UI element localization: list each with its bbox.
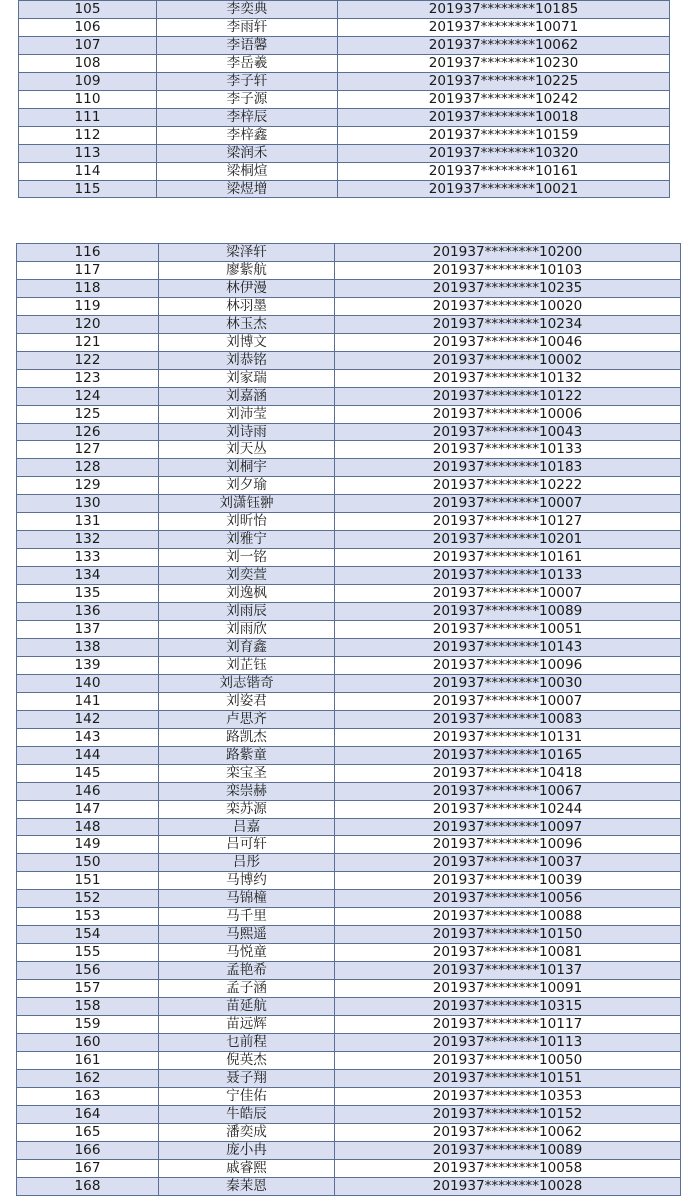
table-row xyxy=(17,746,681,764)
student-id-cell: 201937********10089 xyxy=(335,603,681,621)
student-id-cell: 201937********10083 xyxy=(335,710,681,728)
student-name-cell: 刘芷钰 xyxy=(159,656,335,674)
row-number-cell: 108 xyxy=(19,54,157,72)
row-number-cell: 157 xyxy=(17,980,159,998)
row-number-cell: 168 xyxy=(17,1177,159,1195)
row-number-cell: 143 xyxy=(17,728,159,746)
student-name-cell: 孟子涵 xyxy=(159,980,335,998)
roster-table-upper-body xyxy=(19,1,670,198)
table-row xyxy=(17,244,681,262)
row-number-cell: 115 xyxy=(19,180,157,198)
table-row xyxy=(17,405,681,423)
row-number-cell: 146 xyxy=(17,782,159,800)
student-name-cell: 马熙遥 xyxy=(159,926,335,944)
table-row xyxy=(17,1141,681,1159)
row-number-cell: 118 xyxy=(17,279,159,297)
student-id-cell: 201937********10006 xyxy=(335,405,681,423)
student-name-cell: 李梓辰 xyxy=(157,108,338,126)
student-name-cell: 李雨轩 xyxy=(157,18,338,36)
student-name-cell: 倪英杰 xyxy=(159,1051,335,1069)
table-row xyxy=(17,638,681,656)
student-name-cell: 李梓鑫 xyxy=(157,126,338,144)
student-name-cell: 刘天丛 xyxy=(159,441,335,459)
student-id-cell: 201937********10133 xyxy=(335,567,681,585)
student-id-cell: 201937********10088 xyxy=(335,908,681,926)
table-row xyxy=(17,710,681,728)
student-name-cell: 梁桐煊 xyxy=(157,162,338,180)
student-name-cell: 李子源 xyxy=(157,90,338,108)
student-name-cell: 刘一铭 xyxy=(159,549,335,567)
student-id-cell: 201937********10235 xyxy=(335,279,681,297)
row-number-cell: 120 xyxy=(17,315,159,333)
student-id-cell: 201937********10122 xyxy=(335,387,681,405)
student-id-cell: 201937********10143 xyxy=(335,638,681,656)
table-row xyxy=(17,962,681,980)
table-row xyxy=(19,144,670,162)
table-row xyxy=(17,818,681,836)
table-row xyxy=(17,1033,681,1051)
student-id-cell: 201937********10058 xyxy=(335,1159,681,1177)
student-name-cell: 刘桐宇 xyxy=(159,459,335,477)
row-number-cell: 126 xyxy=(17,423,159,441)
student-name-cell: 牛皓辰 xyxy=(159,1105,335,1123)
student-name-cell: 吕彤 xyxy=(159,854,335,872)
row-number-cell: 150 xyxy=(17,854,159,872)
student-id-cell: 201937********10096 xyxy=(335,656,681,674)
row-number-cell: 124 xyxy=(17,387,159,405)
student-name-cell: 潘奕成 xyxy=(159,1123,335,1141)
student-name-cell: 刘嘉涵 xyxy=(159,387,335,405)
table-row xyxy=(17,531,681,549)
table-row xyxy=(19,1,670,19)
row-number-cell: 109 xyxy=(19,72,157,90)
student-name-cell: 聂子翔 xyxy=(159,1069,335,1087)
row-number-cell: 154 xyxy=(17,926,159,944)
table-row xyxy=(19,90,670,108)
row-number-cell: 148 xyxy=(17,818,159,836)
student-id-cell: 201937********10159 xyxy=(338,126,670,144)
student-id-cell: 201937********10183 xyxy=(335,459,681,477)
row-number-cell: 134 xyxy=(17,567,159,585)
student-name-cell: 马锦橦 xyxy=(159,890,335,908)
row-number-cell: 110 xyxy=(19,90,157,108)
student-name-cell: 李语馨 xyxy=(157,36,338,54)
table-row xyxy=(17,1087,681,1105)
table-row xyxy=(17,782,681,800)
roster-table-lower-body xyxy=(17,244,681,1196)
table-row xyxy=(17,836,681,854)
row-number-cell: 107 xyxy=(19,36,157,54)
student-id-cell: 201937********10315 xyxy=(335,998,681,1016)
table-row xyxy=(17,477,681,495)
student-name-cell: 刘昕怡 xyxy=(159,513,335,531)
student-id-cell: 201937********10200 xyxy=(335,244,681,262)
row-number-cell: 133 xyxy=(17,549,159,567)
student-id-cell: 201937********10151 xyxy=(335,1069,681,1087)
row-number-cell: 116 xyxy=(17,244,159,262)
row-number-cell: 153 xyxy=(17,908,159,926)
row-number-cell: 105 xyxy=(19,1,157,19)
student-name-cell: 马悦童 xyxy=(159,944,335,962)
table-row xyxy=(17,998,681,1016)
student-name-cell: 刘诗雨 xyxy=(159,423,335,441)
table-row xyxy=(19,36,670,54)
row-number-cell: 144 xyxy=(17,746,159,764)
row-number-cell: 164 xyxy=(17,1105,159,1123)
table-row xyxy=(17,369,681,387)
table-row xyxy=(19,126,670,144)
table-row xyxy=(19,72,670,90)
student-id-cell: 201937********10089 xyxy=(335,1141,681,1159)
student-name-cell: 李子轩 xyxy=(157,72,338,90)
student-id-cell: 201937********10161 xyxy=(335,549,681,567)
student-id-cell: 201937********10056 xyxy=(335,890,681,908)
row-number-cell: 125 xyxy=(17,405,159,423)
row-number-cell: 142 xyxy=(17,710,159,728)
row-number-cell: 156 xyxy=(17,962,159,980)
student-name-cell: 李奕典 xyxy=(157,1,338,19)
student-name-cell: 刘逸枫 xyxy=(159,585,335,603)
row-number-cell: 163 xyxy=(17,1087,159,1105)
student-name-cell: 梁煜增 xyxy=(157,180,338,198)
row-number-cell: 141 xyxy=(17,692,159,710)
student-id-cell: 201937********10039 xyxy=(335,872,681,890)
student-id-cell: 201937********10132 xyxy=(335,369,681,387)
table-row xyxy=(17,890,681,908)
row-number-cell: 111 xyxy=(19,108,157,126)
row-number-cell: 165 xyxy=(17,1123,159,1141)
student-id-cell: 201937********10103 xyxy=(335,261,681,279)
student-name-cell: 乜前程 xyxy=(159,1033,335,1051)
table-row xyxy=(17,423,681,441)
table-row xyxy=(17,1051,681,1069)
table-row xyxy=(17,854,681,872)
student-id-cell: 201937********10096 xyxy=(335,836,681,854)
table-row xyxy=(17,495,681,513)
table-row xyxy=(17,603,681,621)
row-number-cell: 114 xyxy=(19,162,157,180)
table-row xyxy=(17,692,681,710)
row-number-cell: 131 xyxy=(17,513,159,531)
student-id-cell: 201937********10018 xyxy=(338,108,670,126)
row-number-cell: 127 xyxy=(17,441,159,459)
student-name-cell: 刘恭铭 xyxy=(159,351,335,369)
student-name-cell: 路凯杰 xyxy=(159,728,335,746)
student-name-cell: 廖紫航 xyxy=(159,261,335,279)
row-number-cell: 123 xyxy=(17,369,159,387)
student-name-cell: 戚睿熙 xyxy=(159,1159,335,1177)
student-id-cell: 201937********10131 xyxy=(335,728,681,746)
row-number-cell: 135 xyxy=(17,585,159,603)
table-row xyxy=(17,1159,681,1177)
student-id-cell: 201937********10071 xyxy=(338,18,670,36)
row-number-cell: 158 xyxy=(17,998,159,1016)
row-number-cell: 128 xyxy=(17,459,159,477)
student-id-cell: 201937********10185 xyxy=(338,1,670,19)
table-row xyxy=(17,800,681,818)
table-row xyxy=(17,1015,681,1033)
student-name-cell: 梁泽轩 xyxy=(159,244,335,262)
student-name-cell: 刘潇钰翀 xyxy=(159,495,335,513)
row-number-cell: 152 xyxy=(17,890,159,908)
row-number-cell: 137 xyxy=(17,621,159,639)
student-id-cell: 201937********10165 xyxy=(335,746,681,764)
student-name-cell: 刘姿君 xyxy=(159,692,335,710)
student-id-cell: 201937********10097 xyxy=(335,818,681,836)
student-id-cell: 201937********10020 xyxy=(335,297,681,315)
student-id-cell: 201937********10117 xyxy=(335,1015,681,1033)
student-name-cell: 卢思齐 xyxy=(159,710,335,728)
table-row xyxy=(17,351,681,369)
table-row xyxy=(17,585,681,603)
row-number-cell: 117 xyxy=(17,261,159,279)
student-name-cell: 栾崇赫 xyxy=(159,782,335,800)
student-id-cell: 201937********10007 xyxy=(335,692,681,710)
table-row xyxy=(17,944,681,962)
student-name-cell: 刘家瑞 xyxy=(159,369,335,387)
student-name-cell: 刘夕瑜 xyxy=(159,477,335,495)
student-name-cell: 马博约 xyxy=(159,872,335,890)
student-id-cell: 201937********10320 xyxy=(338,144,670,162)
table-row xyxy=(17,656,681,674)
row-number-cell: 149 xyxy=(17,836,159,854)
table-row xyxy=(19,180,670,198)
row-number-cell: 145 xyxy=(17,764,159,782)
table-row xyxy=(17,1069,681,1087)
table-row xyxy=(17,459,681,477)
roster-table-upper xyxy=(18,0,670,198)
student-id-cell: 201937********10222 xyxy=(335,477,681,495)
row-number-cell: 155 xyxy=(17,944,159,962)
table-row xyxy=(19,18,670,36)
student-name-cell: 栾苏源 xyxy=(159,800,335,818)
table-row xyxy=(17,980,681,998)
table-row xyxy=(17,261,681,279)
student-id-cell: 201937********10161 xyxy=(338,162,670,180)
table-row xyxy=(17,926,681,944)
student-name-cell: 苗远辉 xyxy=(159,1015,335,1033)
table-row xyxy=(17,872,681,890)
table-row xyxy=(17,621,681,639)
student-name-cell: 林伊漫 xyxy=(159,279,335,297)
student-name-cell: 林玉杰 xyxy=(159,315,335,333)
student-id-cell: 201937********10230 xyxy=(338,54,670,72)
student-name-cell: 马千里 xyxy=(159,908,335,926)
row-number-cell: 121 xyxy=(17,333,159,351)
student-id-cell: 201937********10051 xyxy=(335,621,681,639)
row-number-cell: 122 xyxy=(17,351,159,369)
table-row xyxy=(19,162,670,180)
student-id-cell: 201937********10201 xyxy=(335,531,681,549)
table-row xyxy=(17,387,681,405)
student-name-cell: 刘雅宁 xyxy=(159,531,335,549)
student-id-cell: 201937********10242 xyxy=(338,90,670,108)
student-id-cell: 201937********10043 xyxy=(335,423,681,441)
row-number-cell: 138 xyxy=(17,638,159,656)
student-name-cell: 刘雨欣 xyxy=(159,621,335,639)
roster-table-lower xyxy=(16,243,681,1196)
student-id-cell: 201937********10133 xyxy=(335,441,681,459)
student-id-cell: 201937********10137 xyxy=(335,962,681,980)
student-name-cell: 路紫童 xyxy=(159,746,335,764)
student-id-cell: 201937********10234 xyxy=(335,315,681,333)
student-id-cell: 201937********10113 xyxy=(335,1033,681,1051)
table-row xyxy=(19,54,670,72)
table-row xyxy=(17,333,681,351)
row-number-cell: 147 xyxy=(17,800,159,818)
student-id-cell: 201937********10081 xyxy=(335,944,681,962)
student-id-cell: 201937********10062 xyxy=(338,36,670,54)
row-number-cell: 160 xyxy=(17,1033,159,1051)
table-row xyxy=(17,297,681,315)
student-name-cell: 苗延航 xyxy=(159,998,335,1016)
student-id-cell: 201937********10225 xyxy=(338,72,670,90)
table-row xyxy=(17,1105,681,1123)
row-number-cell: 132 xyxy=(17,531,159,549)
table-row xyxy=(17,1177,681,1195)
student-name-cell: 李岳羲 xyxy=(157,54,338,72)
row-number-cell: 167 xyxy=(17,1159,159,1177)
table-row xyxy=(17,1123,681,1141)
student-id-cell: 201937********10353 xyxy=(335,1087,681,1105)
row-number-cell: 161 xyxy=(17,1051,159,1069)
table-row xyxy=(17,549,681,567)
table-row xyxy=(17,567,681,585)
student-id-cell: 201937********10030 xyxy=(335,674,681,692)
student-id-cell: 201937********10150 xyxy=(335,926,681,944)
table-row xyxy=(17,674,681,692)
table-row xyxy=(17,279,681,297)
student-id-cell: 201937********10091 xyxy=(335,980,681,998)
table-row xyxy=(17,728,681,746)
student-name-cell: 吕可轩 xyxy=(159,836,335,854)
student-id-cell: 201937********10037 xyxy=(335,854,681,872)
row-number-cell: 119 xyxy=(17,297,159,315)
student-id-cell: 201937********10021 xyxy=(338,180,670,198)
student-name-cell: 刘沛莹 xyxy=(159,405,335,423)
student-name-cell: 刘奕萱 xyxy=(159,567,335,585)
row-number-cell: 129 xyxy=(17,477,159,495)
student-name-cell: 刘雨辰 xyxy=(159,603,335,621)
row-number-cell: 140 xyxy=(17,674,159,692)
student-id-cell: 201937********10127 xyxy=(335,513,681,531)
student-name-cell: 梁润禾 xyxy=(157,144,338,162)
row-number-cell: 159 xyxy=(17,1015,159,1033)
student-name-cell: 吕嘉 xyxy=(159,818,335,836)
student-name-cell: 栾宝圣 xyxy=(159,764,335,782)
table-row xyxy=(17,764,681,782)
table-row xyxy=(17,908,681,926)
row-number-cell: 112 xyxy=(19,126,157,144)
row-number-cell: 130 xyxy=(17,495,159,513)
student-id-cell: 201937********10028 xyxy=(335,1177,681,1195)
student-name-cell: 庞小冉 xyxy=(159,1141,335,1159)
row-number-cell: 113 xyxy=(19,144,157,162)
student-name-cell: 刘育鑫 xyxy=(159,638,335,656)
student-name-cell: 秦茉恩 xyxy=(159,1177,335,1195)
row-number-cell: 139 xyxy=(17,656,159,674)
student-id-cell: 201937********10002 xyxy=(335,351,681,369)
student-name-cell: 刘博文 xyxy=(159,333,335,351)
student-id-cell: 201937********10067 xyxy=(335,782,681,800)
student-id-cell: 201937********10418 xyxy=(335,764,681,782)
row-number-cell: 106 xyxy=(19,18,157,36)
student-id-cell: 201937********10152 xyxy=(335,1105,681,1123)
row-number-cell: 136 xyxy=(17,603,159,621)
student-id-cell: 201937********10062 xyxy=(335,1123,681,1141)
student-id-cell: 201937********10244 xyxy=(335,800,681,818)
student-id-cell: 201937********10046 xyxy=(335,333,681,351)
student-name-cell: 孟艳希 xyxy=(159,962,335,980)
row-number-cell: 162 xyxy=(17,1069,159,1087)
student-name-cell: 林羽墨 xyxy=(159,297,335,315)
student-id-cell: 201937********10007 xyxy=(335,495,681,513)
table-row xyxy=(19,108,670,126)
table-row xyxy=(17,513,681,531)
table-row xyxy=(17,441,681,459)
row-number-cell: 151 xyxy=(17,872,159,890)
student-id-cell: 201937********10007 xyxy=(335,585,681,603)
student-id-cell: 201937********10050 xyxy=(335,1051,681,1069)
student-name-cell: 刘志锴奇 xyxy=(159,674,335,692)
student-name-cell: 宁佳佑 xyxy=(159,1087,335,1105)
row-number-cell: 166 xyxy=(17,1141,159,1159)
table-row xyxy=(17,315,681,333)
